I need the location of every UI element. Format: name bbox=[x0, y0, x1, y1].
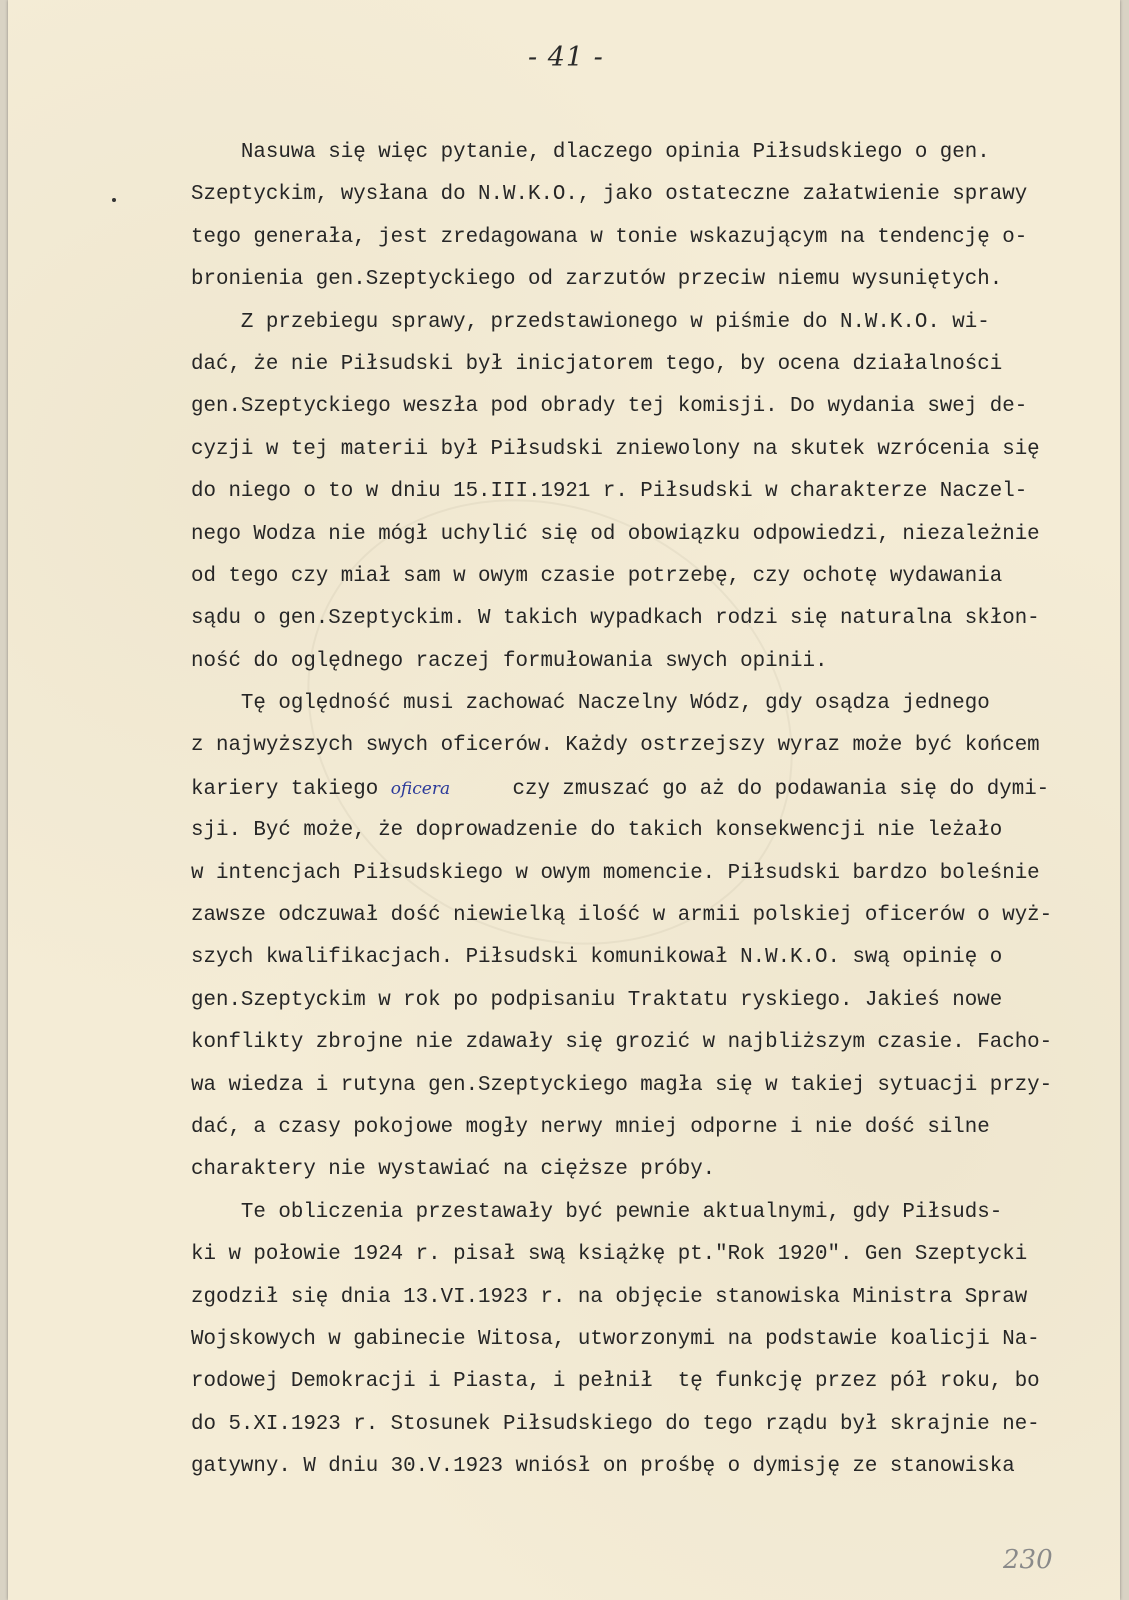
text-line: Tę oględność musi zachować Naczelny Wódz, gdy osądza jednego bbox=[191, 692, 990, 716]
text-line: sji. Być może, że doprowadzenie do takich konsekwencji nie leżało bbox=[191, 819, 1003, 843]
text-line: w intencjach Piłsudskiego w owym momencie. Piłsudski bardzo boleśnie bbox=[191, 861, 1040, 885]
text-line: od tego czy miał sam w owym czasie potrzebę, czy ochotę wydawania bbox=[191, 564, 1003, 588]
text-line: gatywny. W dniu 30.V.1923 wniósł on prośbę o dymisję ze stanowiska bbox=[191, 1455, 1015, 1479]
text-line: ki w połowie 1924 r. pisał swą książkę pt."Rok 1920". Gen Szeptycki bbox=[191, 1243, 1028, 1267]
text-line: rodowej Demokracji i Piasta, i pełnił tę funkcję przez pół roku, bo bbox=[191, 1370, 1040, 1394]
text-line: zgodził się dnia 13.VI.1923 r. na objęcie stanowiska Ministra Spraw bbox=[191, 1285, 1028, 1309]
text-line: bronienia gen.Szeptyckiego od zarzutów przeciw niemu wysuniętych. bbox=[191, 268, 1003, 292]
text-line: Te obliczenia przestawały być pewnie aktualnymi, gdy Piłsuds- bbox=[191, 1200, 1003, 1224]
text-line: do 5.XI.1923 r. Stosunek Piłsudskiego do tego rządu był skrajnie ne- bbox=[191, 1412, 1040, 1436]
text-line: Nasuwa się więc pytanie, dlaczego opinia Piłsudskiego o gen. bbox=[191, 141, 990, 164]
text-line: sądu o gen.Szeptyckim. W takich wypadkach rodzi się naturalna skłon- bbox=[191, 607, 1040, 631]
text-line: wa wiedza i rutyna gen.Szeptyckiego magła się w takiej sytuacji przy- bbox=[191, 1073, 1053, 1097]
text-line: cyzji w tej materii był Piłsudski zniewolony na skutek wzrócenia się bbox=[191, 437, 1040, 461]
text-line-tail: czy zmuszać go aż do podawania się do dymi- bbox=[450, 777, 1050, 801]
text-line-with-handwriting bbox=[191, 768, 1091, 810]
text-line: dać, że nie Piłsudski był inicjatorem tego, by ocena działalności bbox=[191, 352, 1003, 376]
text-line: do niego o to w dniu 15.III.1921 r. Piłsudski w charakterze Naczel- bbox=[191, 480, 1028, 504]
archive-number: 230 bbox=[1003, 1545, 1053, 1575]
text-line: Z przebiegu sprawy, przedstawionego w piśmie do N.W.K.O. wi- bbox=[191, 310, 990, 334]
text-line: gen.Szeptyckiego weszła pod obrady tej komisji. Do wydania swej de- bbox=[191, 395, 1028, 419]
text-line: gen.Szeptyckim w rok po podpisaniu Traktatu ryskiego. Jakieś nowe bbox=[191, 988, 1003, 1012]
text-line: nego Wodza nie mógł uchylić się od obowiązku odpowiedzi, niezależnie bbox=[191, 522, 1040, 546]
ink-dot bbox=[112, 198, 116, 202]
text-line: zawsze odczuwał dość niewielką ilość w armii polskiej oficerów o wyż- bbox=[191, 904, 1053, 928]
text-line: z najwyższych swych oficerów. Każdy ostrzejszy wyraz może być końcem bbox=[191, 734, 1040, 758]
page-number: - 41 - bbox=[528, 42, 604, 73]
typed-text-body bbox=[191, 132, 1091, 1489]
document-page bbox=[8, 0, 1120, 1600]
text-line: konflikty zbrojne nie zdawały się grozić w najbliższym czasie. Facho- bbox=[191, 1031, 1053, 1055]
text-line: dać, a czasy pokojowe mogły nerwy mniej odporne i nie dość silne bbox=[191, 1115, 990, 1139]
text-line: Wojskowych w gabinecie Witosa, utworzonymi na podstawie koalicji Na- bbox=[191, 1327, 1040, 1351]
text-line: ność do oględnego raczej formułowania swych opinii. bbox=[191, 649, 828, 673]
text-line: szych kwalifikacjach. Piłsudski komunikował N.W.K.O. swą opinię o bbox=[191, 946, 1003, 970]
text-line: tego generała, jest zredagowana w tonie wskazującym na tendencję o- bbox=[191, 225, 1028, 249]
text-line: Szeptyckim, wysłana do N.W.K.O., jako ostateczne załatwienie sprawy bbox=[191, 183, 1028, 207]
text-line: charaktery nie wystawiać na cięższe próby. bbox=[191, 1158, 716, 1182]
text-line-head: kariery takiego bbox=[191, 777, 391, 801]
handwritten-word: oficera bbox=[390, 778, 451, 799]
